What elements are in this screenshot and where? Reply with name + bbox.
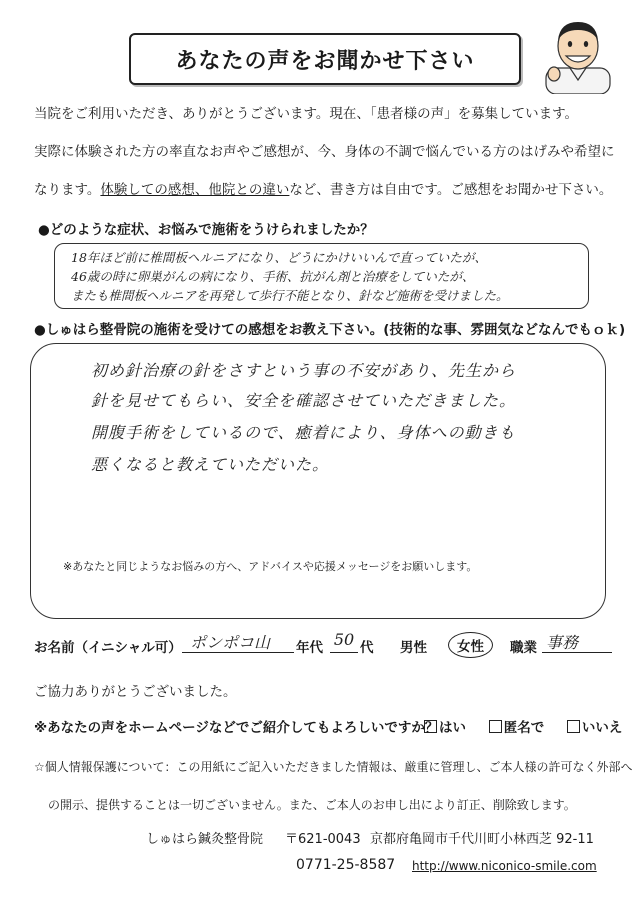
intro-underlined-text: 体験しての感想、他院との違い [100,182,290,198]
answer-1-line: 18年ほど前に椎間板ヘルニアになり、どうにかけいいんで直っていたが、 [71,250,487,265]
checkbox-no[interactable] [567,720,580,733]
consent-question: ※あなたの声をホームページなどでご紹介してもよろしいですか？ [34,720,439,736]
privacy-line-2: の開示、提供することは一切ございません。また、ご本人のお申し出により訂正、削除致します。 [48,798,576,812]
clinic-phone: 0771-25-8587 [296,857,396,873]
age-value: 50 [330,630,358,653]
question-2-label: ●しゅはら整骨院の施術を受けての感想をお教え下さい。(技術的な事、雰囲気などなんでもｏｋ) [34,322,626,338]
age-label: 年代 [296,640,323,656]
name-value: ポンポコ山 [182,630,294,653]
intro-line-3: なります。体験しての感想、他院との違いなど、書き方は自由です。ご感想をお聞かせ下さい。 [34,182,613,198]
answer-2-line: 悪くなると教えていただいた。 [91,455,330,474]
checkbox-yes[interactable] [424,720,437,733]
intro-line-1: 当院をご利用いただき、ありがとうございます。現在、「患者様の声」を募集しています。 [34,106,579,122]
clinic-url-link[interactable]: http://www.niconico-smile.com [412,859,597,873]
answer-2-line: 針を見せてもらい、安全を確認させていただきました。 [91,391,517,410]
question-1-answer-box [54,243,589,309]
age-unit: 代 [360,640,374,656]
job-value: 事務 [542,630,612,653]
question-1-label: ●どのような症状、お悩みで施術をうけられましたか？ [38,222,374,238]
question-2-answer-box [30,343,606,619]
privacy-line-1: ☆個人情報保護について：この用紙にご記入いただきました情報は、厳重に管理し、ご本人様の許可なく外部へ [34,760,633,774]
name-label: お名前（イニシャル可） [34,640,182,656]
answer-2-line: 開腹手術をしているので、癒着により、身体への動きも [91,423,516,442]
checkbox-anonymous[interactable] [489,720,502,733]
postal-code: 〒621-0043 [285,832,361,847]
answer-2-line: 初め針治療の針をさすという事の不安があり、先生から [91,361,517,380]
doctor-mascot-icon [540,14,616,94]
female-option-selected: 女性 [448,632,493,658]
job-label: 職業 [510,640,537,656]
clinic-address: 京都府亀岡市千代川町小林西芝 92-11 [370,832,594,847]
male-option: 男性 [400,640,427,656]
page-title: あなたの声をお聞かせ下さい [129,33,521,85]
advice-note: ※あなたと同じようなお悩みの方へ、アドバイスや応援メッセージをお願いします。 [63,560,478,573]
consent-options: はい 匿名で いいえ [424,716,622,736]
answer-1-line: またも椎間板ヘルニアを再発して歩行不能となり、針など施術を受けました。 [71,288,509,303]
thanks-text: ご協力ありがとうございました。 [34,684,237,700]
clinic-name: しゅはら鍼灸整骨院 [146,832,264,847]
answer-1-line: 46歳の時に卵巣がんの病になり、手術、抗がん剤と治療をしていたが、 [71,269,475,284]
intro-line-2: 実際に体験された方の率直なお声やご感想が、今、身体の不調で悩んでいる方のはげみや希望に [34,144,615,160]
